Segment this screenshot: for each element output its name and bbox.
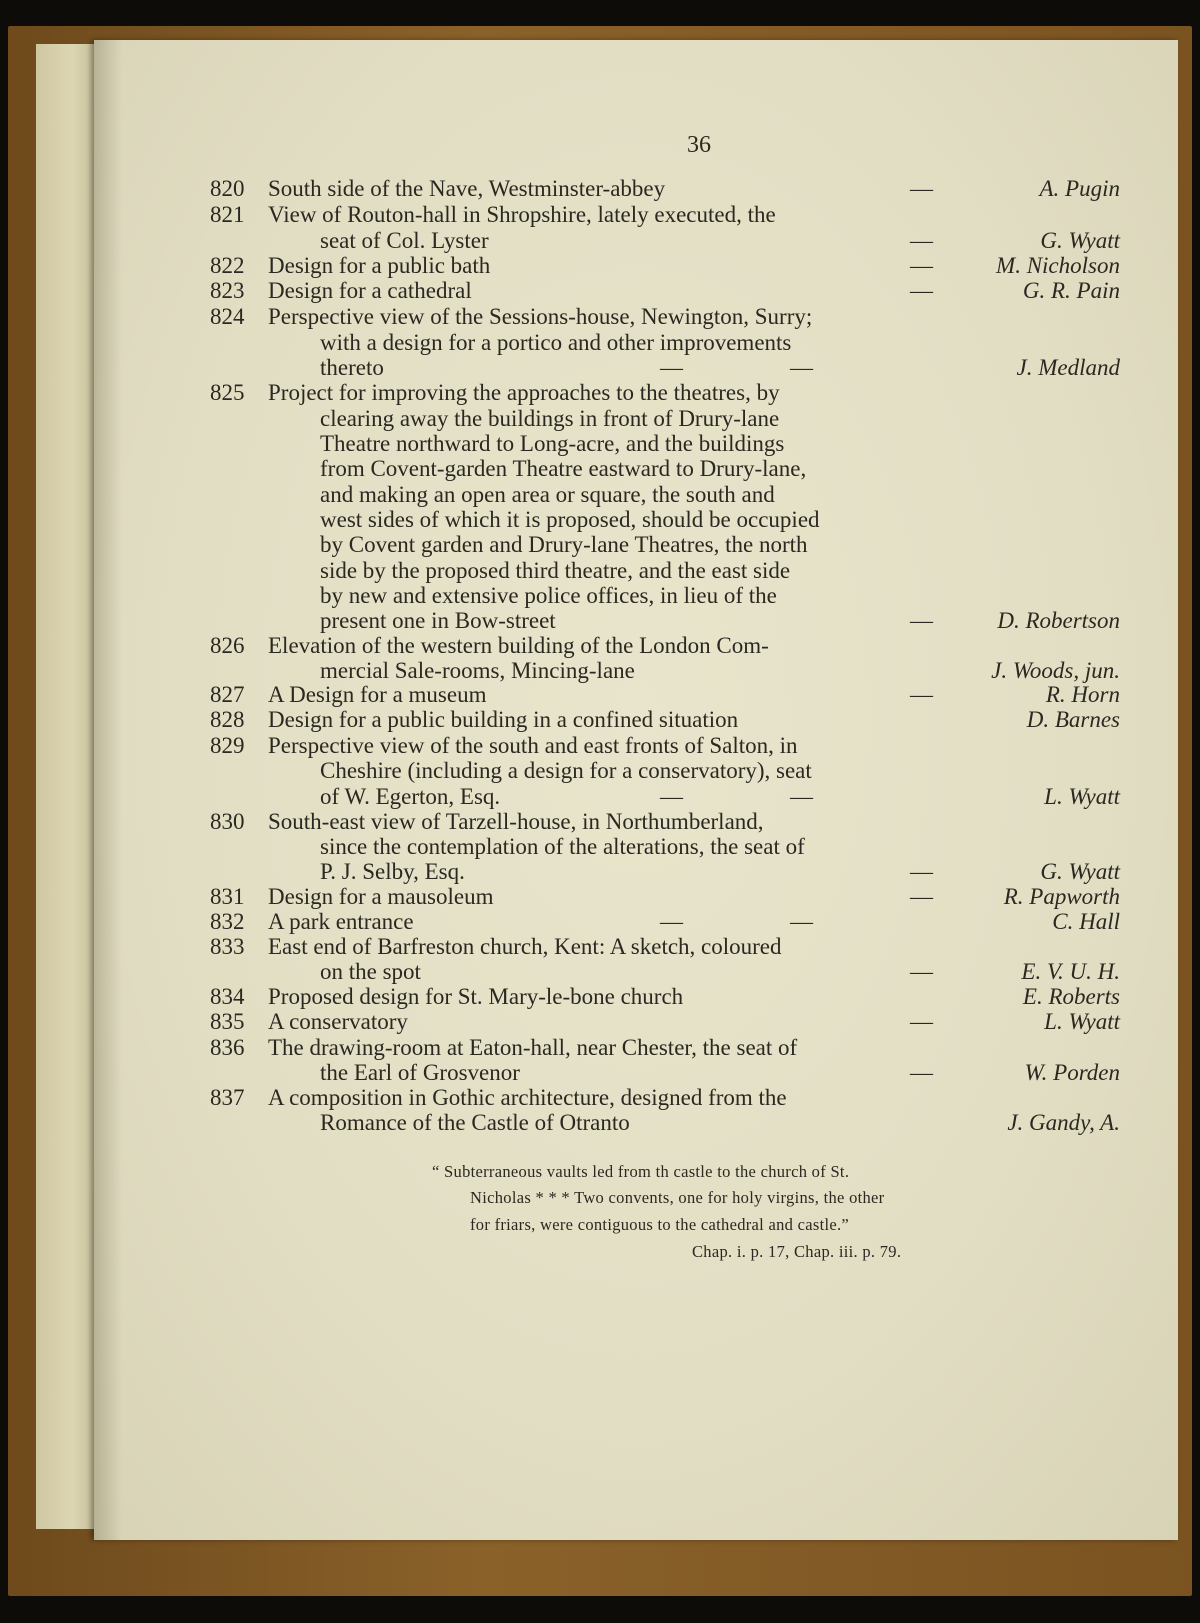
entry-number: 835 <box>210 1009 245 1034</box>
page-gutter <box>94 40 122 1540</box>
entry-text: A Design for a museum <box>268 682 487 707</box>
leader-dash: — <box>660 784 683 809</box>
entry-text: the Earl of Grosvenor <box>320 1060 520 1085</box>
entry-text: clearing away the buildings in front of Drury-lane <box>320 406 780 431</box>
entry-number: 828 <box>210 707 245 732</box>
catalogue-entry-line <box>210 583 1120 609</box>
entry-author: R. Horn <box>1045 682 1120 707</box>
leader-dash: — <box>910 228 933 253</box>
leader-dash: — <box>910 253 933 278</box>
catalogue-entry-line <box>210 304 1120 330</box>
entry-text: by Covent garden and Drury-lane Theatres, the north <box>320 532 808 557</box>
entry-author: R. Papworth <box>1003 884 1120 909</box>
entry-text: Theatre northward to Long-acre, and the buildings <box>320 431 785 456</box>
entry-text: with a design for a portico and other improvements <box>320 330 792 355</box>
entry-number: 826 <box>210 633 245 658</box>
leader-dash: — <box>660 355 683 380</box>
catalogue-entry-line <box>210 507 1120 533</box>
entry-number: 830 <box>210 809 245 834</box>
catalogue-entry-line <box>210 456 1120 482</box>
entry-text: South-east view of Tarzell-house, in Northumberland, <box>268 809 764 834</box>
entry-text: of W. Egerton, Esq. <box>320 784 501 809</box>
entry-text: present one in Bow-street <box>320 608 556 633</box>
catalogue-entry-line <box>210 733 1120 759</box>
catalogue-entry-line <box>210 984 1120 1010</box>
entry-text: seat of Col. Lyster <box>320 228 489 253</box>
entry-text: Project for improving the approaches to the theatres, by <box>268 380 780 405</box>
endpaper <box>36 44 96 1529</box>
entry-text: South side of the Nave, Westminster-abbey <box>268 176 666 201</box>
entry-text: Proposed design for St. Mary-le-bone church <box>268 984 684 1009</box>
entry-number: 820 <box>210 176 245 201</box>
leader-dash: — <box>910 1009 933 1034</box>
entry-number: 831 <box>210 884 245 909</box>
leader-dash: — <box>660 909 683 934</box>
quote-citation: Chap. i. p. 17, Chap. iii. p. 79. <box>692 1242 902 1261</box>
leader-dash: — <box>790 909 813 934</box>
entry-author: W. Porden <box>1024 1060 1120 1085</box>
entry-author: D. Robertson <box>997 608 1120 633</box>
entry-text: Cheshire (including a design for a conservatory), seat <box>320 758 812 783</box>
catalogue-entry-line <box>210 682 1120 708</box>
entry-number: 821 <box>210 202 245 227</box>
catalogue-entry-line <box>210 1060 1120 1086</box>
entry-author: L. Wyatt <box>1044 784 1120 809</box>
quote-line: Nicholas * * * Two convents, one for holy virgins, the other <box>470 1188 885 1207</box>
entry-text: Perspective view of the Sessions-house, Newington, Surry; <box>268 304 813 329</box>
entry-number: 824 <box>210 304 245 329</box>
entry-text: View of Routon-hall in Shropshire, lately executed, the <box>268 202 776 227</box>
entry-text: by new and extensive police offices, in lieu of the <box>320 583 777 608</box>
entry-number: 836 <box>210 1035 245 1060</box>
entry-author: C. Hall <box>1052 909 1120 934</box>
leader-dash: — <box>790 355 813 380</box>
entry-text: Design for a cathedral <box>268 278 472 303</box>
entry-number: 837 <box>210 1085 245 1110</box>
catalogue-entry-line <box>210 1085 1120 1111</box>
entry-text: A conservatory <box>268 1009 408 1034</box>
catalogue-entry-line <box>210 707 1120 733</box>
catalogue-entry-line <box>210 228 1120 254</box>
catalogue-entry-line <box>210 482 1120 508</box>
entry-number: 834 <box>210 984 245 1009</box>
catalogue-entry-line <box>210 1035 1120 1061</box>
catalogue-entry-line <box>210 1110 1120 1136</box>
catalogue-entry-line <box>210 859 1120 885</box>
entry-text: Design for a public bath <box>268 253 491 278</box>
catalogue-entry-line <box>210 884 1120 910</box>
entry-author: J. Woods, jun. <box>991 658 1120 683</box>
leader-dash: — <box>910 176 933 201</box>
entry-text: Design for a public building in a confined situation <box>268 707 739 732</box>
catalogue-entry-line <box>210 278 1120 304</box>
leader-dash: — <box>910 884 933 909</box>
entry-number: 829 <box>210 733 245 758</box>
entry-number: 827 <box>210 682 245 707</box>
catalogue-entry-line <box>210 176 1120 202</box>
catalogue-entry-line <box>210 406 1120 432</box>
entry-author: A. Pugin <box>1039 176 1120 201</box>
leader-dash: — <box>790 784 813 809</box>
quote-line: for friars, were contiguous to the cathedral and castle.” <box>470 1215 850 1234</box>
catalogue-entry-line <box>210 909 1120 935</box>
catalogue-entry-line <box>210 380 1120 406</box>
catalogue-entry-line <box>210 834 1120 860</box>
entry-text: P. J. Selby, Esq. <box>320 859 465 884</box>
entry-number: 832 <box>210 909 245 934</box>
catalogue-entry-line <box>210 934 1120 960</box>
entry-text: mercial Sale-rooms, Mincing-lane <box>320 658 635 683</box>
catalogue-entry-line <box>210 633 1120 659</box>
entry-text: on the spot <box>320 959 421 984</box>
entry-text: The drawing-room at Eaton-hall, near Chester, the seat of <box>268 1035 798 1060</box>
entry-author: J. Gandy, A. <box>1007 1110 1120 1135</box>
entry-number: 825 <box>210 380 245 405</box>
page-number: 36 <box>687 132 711 158</box>
entry-text: A composition in Gothic architecture, designed from the <box>268 1085 787 1110</box>
entry-text: side by the proposed third theatre, and the east side <box>320 558 791 583</box>
catalogue-entry-line <box>210 202 1120 228</box>
entry-text: East end of Barfreston church, Kent: A sketch, coloured <box>268 934 782 959</box>
entry-author: D. Barnes <box>1026 707 1120 732</box>
leader-dash: — <box>910 859 933 884</box>
catalogue-entry-line <box>210 253 1120 279</box>
entry-text: since the contemplation of the alterations, the seat of <box>320 834 805 859</box>
leader-dash: — <box>910 608 933 633</box>
catalogue-entry-line <box>210 431 1120 457</box>
catalogue-entry-line <box>210 330 1120 356</box>
entry-text: and making an open area or square, the south and <box>320 482 775 507</box>
entry-text: Romance of the Castle of Otranto <box>320 1110 630 1135</box>
catalogue-entry-line <box>210 784 1120 810</box>
entry-text: Elevation of the western building of the London Com- <box>268 633 769 658</box>
entry-text: from Covent-garden Theatre eastward to Drury-lane, <box>320 456 807 481</box>
catalogue-entry-line <box>210 558 1120 584</box>
entry-author: G. Wyatt <box>1040 859 1120 884</box>
entry-text: west sides of which it is proposed, should be occupied <box>320 507 820 532</box>
entry-text: A park entrance <box>268 909 414 934</box>
leader-dash: — <box>910 682 933 707</box>
leader-dash: — <box>910 959 933 984</box>
entry-author: G. Wyatt <box>1040 228 1120 253</box>
entry-text: thereto <box>320 355 384 380</box>
catalogue-entry-line <box>210 1009 1120 1035</box>
catalogue-entry-line <box>210 658 1120 684</box>
entry-text: Perspective view of the south and east fronts of Salton, in <box>268 733 798 758</box>
entry-author: J. Medland <box>1016 355 1120 380</box>
quote-line: “ Subterraneous vaults led from th castle to the church of St. <box>432 1162 850 1181</box>
entry-author: E. V. U. H. <box>1021 959 1120 984</box>
entry-text: Design for a mausoleum <box>268 884 494 909</box>
catalogue-entry-line <box>210 758 1120 784</box>
leader-dash: — <box>910 278 933 303</box>
catalogue-entry-line <box>210 809 1120 835</box>
catalogue-entry-line <box>210 532 1120 558</box>
leader-dash: — <box>910 1060 933 1085</box>
entry-number: 833 <box>210 934 245 959</box>
entry-author: M. Nicholson <box>996 253 1120 278</box>
entry-number: 823 <box>210 278 245 303</box>
catalogue-entry-line <box>210 355 1120 381</box>
entry-number: 822 <box>210 253 245 278</box>
catalogue-entry-line <box>210 608 1120 634</box>
entry-author: E. Roberts <box>1022 984 1120 1009</box>
catalogue-entry-line <box>210 959 1120 985</box>
entry-author: L. Wyatt <box>1044 1009 1120 1034</box>
entry-author: G. R. Pain <box>1022 278 1120 303</box>
